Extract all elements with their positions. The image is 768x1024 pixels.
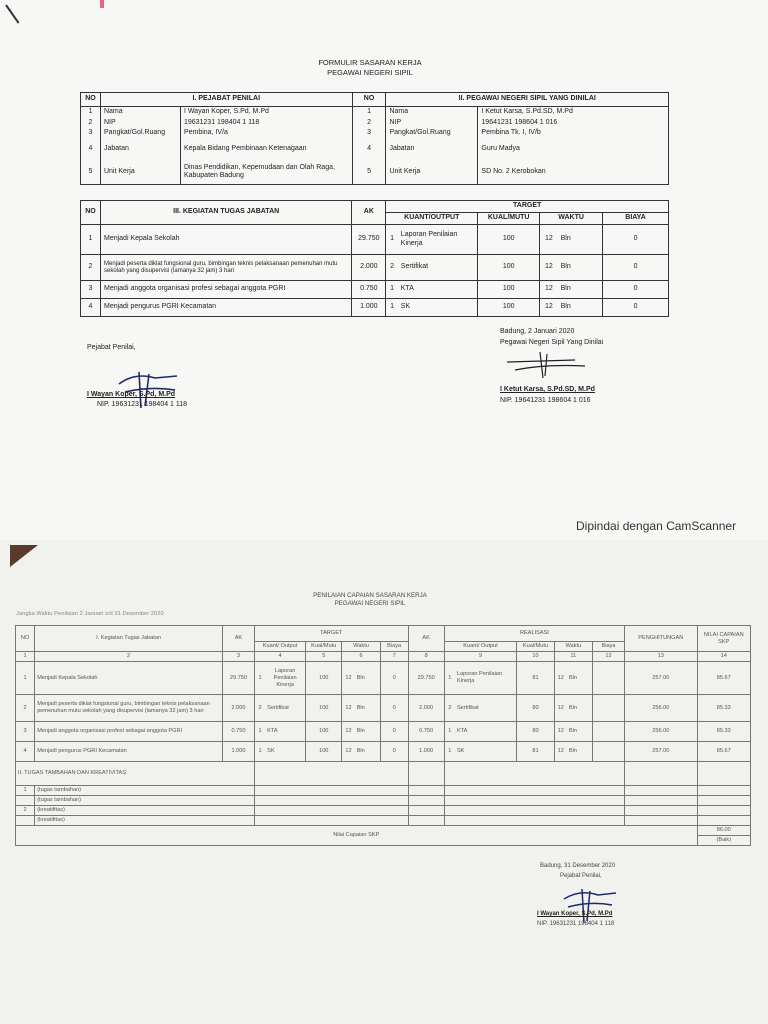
col-ak: AK [352,201,386,225]
cell [16,796,35,806]
cell: 12 [540,299,558,317]
cell: Bln [558,255,603,281]
cell: Nama [100,107,180,118]
camscanner-watermark: Dipindai dengan CamScanner [576,519,737,533]
cell: 19641231 198604 1 016 [478,118,669,129]
cell: 80 [517,695,554,722]
cell [408,796,444,806]
cell: Sertifikat [455,695,517,722]
cell: 29.750 [408,662,444,695]
cell [254,762,408,786]
cell [408,762,444,786]
signature-koper-2 [560,885,620,925]
cell: 12 [342,695,355,722]
col-no: NO [81,201,101,225]
col-kual: KUAL/MUTU [478,213,540,225]
cell [444,786,624,796]
cell [625,796,698,806]
cell: 1.000 [222,742,254,762]
form2-sig-label: Pejabat Penilai, [560,873,602,879]
cell: 2.000 [222,695,254,722]
cell: Sertifikat [265,695,306,722]
cell: 100 [306,722,342,742]
cell: 0 [603,299,669,317]
colnum: 9 [444,652,517,662]
cell: KTA [455,722,517,742]
cell: Laporan Penilaian Kinerja [265,662,306,695]
cell: 5 [81,161,101,185]
cell: Sertifikat [398,255,478,281]
cell: 1 [16,662,35,695]
cell [697,762,750,786]
cell: SK [265,742,306,762]
col-waktu: WAKTU [540,213,603,225]
cell [697,796,750,806]
col-no: NO [16,626,35,652]
cell: 2 [254,695,265,722]
cell: Menjadi anggota organisasi profesi sebagai anggota PGRI [100,281,351,299]
cell: 29.750 [352,225,386,255]
cell: 2 [386,255,398,281]
cell: 12 [554,742,567,762]
cell: SD No. 2 Kerobokan [478,161,669,185]
cell: 81 [517,742,554,762]
table-row [81,299,669,317]
table-row [81,255,669,281]
cell: 12 [342,722,355,742]
cell: 0 [603,225,669,255]
cell: Unit Kerja [100,161,180,185]
cell: Bln [355,742,381,762]
form1-right-sig-nip: NIP. 19641231 198604 1 016 [500,397,591,404]
cell: 29.750 [222,662,254,695]
cell [444,816,624,826]
cell: 12 [540,281,558,299]
colnum: 1 [16,652,35,662]
col-r-biaya: Biaya [593,642,625,652]
cell: 1.000 [352,299,386,317]
cell: Unit Kerja [386,161,478,185]
cell: 2 [16,695,35,722]
cell: 100 [478,299,540,317]
table-row [16,662,751,695]
cell: 3 [81,128,101,139]
cell: Bln [355,722,381,742]
cell: 0 [380,722,408,742]
table-row [81,225,669,255]
cell: 12 [554,662,567,695]
col-realisasi: REALISASI [444,626,624,642]
form1-title-line2: PEGAWAI NEGERI SIPIL [327,68,413,77]
cell [625,806,698,816]
col-target: TARGET [254,626,408,642]
col-no2: NO [352,93,386,107]
cell: 2.000 [408,695,444,722]
col-kegiatan: I. Kegiatan Tugas Jabatan [35,626,223,652]
form1-title [250,58,490,78]
nilai-desc: (Baik) [697,836,750,846]
cell: 85.33 [697,695,750,722]
cell: (tugas tambahan) [35,786,255,796]
cell: (tugas tambahan) [35,796,255,806]
col-r-kuant: Kuant/ Output [444,642,517,652]
form2-header [16,626,751,642]
cell: 0 [603,255,669,281]
nilai-label: Nilai Capaian SKP [16,826,698,846]
column-number-row [16,652,751,662]
cell: 81 [517,662,554,695]
cell: Bln [558,299,603,317]
cell: 85.33 [697,722,750,742]
form2-title-line2: PEGAWAI NEGERI SIPIL [334,600,406,607]
cell: SK [455,742,517,762]
form1-activity-table [80,200,669,317]
cell: 100 [478,281,540,299]
colnum: 5 [306,652,342,662]
cell [625,786,698,796]
form1-right-sig-label: Pegawai Negeri Sipil Yang Dinilai [500,339,604,346]
cell: 85.67 [697,662,750,695]
cell: Pembina, IV/a [180,128,352,139]
cell: Bln [355,662,381,695]
cell [254,816,408,826]
colnum: 3 [222,652,254,662]
cell: 2 [81,255,101,281]
cell: 1 [81,225,101,255]
cell [408,806,444,816]
cell: 19631231 198404 1 118 [180,118,352,129]
col-no: NO [81,93,101,107]
cell: 4 [352,139,386,161]
cell: 1 [444,722,455,742]
cell: 0.750 [352,281,386,299]
cell: 12 [342,662,355,695]
cell: 1 [386,281,398,299]
cell: Bln [558,225,603,255]
cell: 1 [386,299,398,317]
cell: 256.00 [625,695,698,722]
col-target: TARGET [386,201,669,213]
cell [254,786,408,796]
cell: SK [398,299,478,317]
colnum: 6 [342,652,380,662]
col-kegiatan: III. KEGIATAN TUGAS JABATAN [100,201,351,225]
cell: Bln [558,281,603,299]
col-ak2: AK [408,626,444,652]
form1-right-sig-name: I Ketut Karsa, S.Pd.SD, M.Pd [500,386,595,393]
cell [593,722,625,742]
cell: Menjadi Kepala Sekolah [100,225,351,255]
cell [625,816,698,826]
cell: Bln [567,662,593,695]
cell: 12 [540,255,558,281]
cell [16,816,35,826]
red-mark [100,0,104,8]
form2-title-line1: PENILAIAN CAPAIAN SASARAN KERJA [313,592,427,599]
cell: KTA [265,722,306,742]
section2-label: II. TUGAS TAMBAHAN DAN KREATIVITAS: [16,762,255,786]
cell: KTA [398,281,478,299]
cell: 0 [380,695,408,722]
cell: 256.00 [625,722,698,742]
table-row [16,742,751,762]
cell [408,786,444,796]
cell: 2.000 [352,255,386,281]
colnum: 8 [408,652,444,662]
cell: 3 [16,722,35,742]
cell: Jabatan [100,139,180,161]
cell: 4 [16,742,35,762]
extra-row [16,796,751,806]
cell [593,662,625,695]
cell: Menjadi anggota organisasi profesi sebagai anggota PGRI [35,722,223,742]
cell: 12 [342,742,355,762]
cell: 1.000 [408,742,444,762]
cell: 12 [540,225,558,255]
cell: 100 [478,255,540,281]
col-penghitungan: PENGHITUNGAN [625,626,698,652]
col-t-kual: Kual/Mutu [306,642,342,652]
table-row [81,281,669,299]
colnum: 2 [35,652,223,662]
identity-row [81,139,669,161]
form1-identity-header [81,93,669,107]
cell: (kreatifitas) [35,816,255,826]
identity-row [81,118,669,129]
page-corner [10,545,38,567]
cell: Bln [567,695,593,722]
form1-left-sig-nip: NIP. 19631231 198404 1 118 [97,401,188,408]
cell [254,796,408,806]
section2-row [16,762,751,786]
cell: 80 [517,722,554,742]
extra-row [16,786,751,796]
cell: 0 [603,281,669,299]
cell [697,786,750,796]
form1-left-sig-label: Pejabat Penilai, [87,344,136,351]
colnum: 11 [554,652,592,662]
cell [625,762,698,786]
signature-karsa [505,350,595,380]
cell: I Ketut Karsa, S.Pd.SD, M.Pd [478,107,669,118]
form2-period: Jangka Waktu Penilaian 2 Januari s/d 31 Desember 2020 [16,611,164,617]
cell: Dinas Pendidikan, Kepemudaan dan Olah Raga, Kabupaten Badung [180,161,352,185]
cell: 257.00 [625,662,698,695]
col-biaya: BIAYA [603,213,669,225]
cell: 3 [352,128,386,139]
cell: Menjadi pengurus PGRI Kecamatan [100,299,351,317]
col-t-kuant: Kuant/ Output [254,642,305,652]
cell: Laporan Penilaian Kinerja [398,225,478,255]
cell: I Wayan Koper, S.Pd, M.Pd [180,107,352,118]
cell: 0.750 [408,722,444,742]
col-r-waktu: Waktu [554,642,592,652]
cell: Bln [567,722,593,742]
cell: 2 [352,118,386,129]
cell [254,806,408,816]
table-row [16,722,751,742]
cell: 4 [81,139,101,161]
form1-right-place-date: Badung, 2 Januari 2020 [500,328,575,335]
cell [593,695,625,722]
col-pejabat: I. PEJABAT PENILAI [100,93,352,107]
col-t-waktu: Waktu [342,642,380,652]
cell [697,816,750,826]
cell: 100 [306,695,342,722]
cell: 85.67 [697,742,750,762]
cell: 1 [444,662,455,695]
cell: (kreatifitas) [35,806,255,816]
cell: 12 [554,695,567,722]
cell: 1 [16,786,35,796]
cell: 0.750 [222,722,254,742]
cell: 100 [306,662,342,695]
cell: Bln [567,742,593,762]
cell: 1 [254,662,265,695]
form2-title [250,592,490,608]
cell: 100 [478,225,540,255]
cell: 1 [352,107,386,118]
nilai-row [16,826,751,836]
cell: 1 [386,225,398,255]
form1-left-sig-name: I Wayan Koper, S.Pd, M.Pd [87,391,176,398]
cell [444,796,624,806]
form2-place-date: Badung, 31 Desember 2020 [540,863,616,869]
cell: Menjadi Kepala Sekolah [35,662,223,695]
table-row [16,695,751,722]
identity-row [81,128,669,139]
activity-header [81,201,669,213]
cell [408,816,444,826]
colnum: 4 [254,652,305,662]
extra-row [16,806,751,816]
col-ak: AK [222,626,254,652]
col-nilai: NILAI CAPAIAN SKP [697,626,750,652]
cell: 3 [81,281,101,299]
cell: 1 [254,742,265,762]
cell: Menjadi pengurus PGRI Kecamatan [35,742,223,762]
cell: NIP [386,118,478,129]
cell: Bln [355,695,381,722]
form1-title-line1: FORMULIR SASARAN KERJA [318,58,422,67]
cell: 5 [352,161,386,185]
cell: 257.00 [625,742,698,762]
cell [697,806,750,816]
colnum: 12 [593,652,625,662]
cell: Pangkat/Gol.Ruang [100,128,180,139]
cell: NIP [100,118,180,129]
cell: 100 [306,742,342,762]
cell: Menjadi peserta diklat fungsional guru, bimbingan teknis pelaksanaan pemenuhan mutu sekolah yang disupervisi (lamanya 32 jam) 3 hari [35,695,223,722]
cell: Laporan Penilaian Kinerja [455,662,517,695]
cell [444,806,624,816]
form2-table [15,625,751,846]
cell: 12 [554,722,567,742]
cell: 2 [16,806,35,816]
cell: Menjadi peserta diklat fungsional guru, bimbingan teknis pelaksanaan pemenuhan mutu sekolah yang disupervisi (lamanya 32 jam) 3 hari [100,255,351,281]
cell: 1 [81,107,101,118]
cell: Pangkat/Gol.Ruang [386,128,478,139]
cell: Pembina Tk. I, IV/b [478,128,669,139]
cell: 0 [380,662,408,695]
colnum: 13 [625,652,698,662]
cell: Nama [386,107,478,118]
colnum: 7 [380,652,408,662]
col-r-kual: Kual/Mutu [517,642,554,652]
cell: 1 [254,722,265,742]
cell: 4 [81,299,101,317]
cell: 0 [380,742,408,762]
col-t-biaya: Biaya [380,642,408,652]
form2-sig-name: I Wayan Koper, S.Pd, M.Pd [537,911,613,917]
col-pegawai: II. PEGAWAI NEGERI SIPIL YANG DINILAI [386,93,669,107]
cell: Guru Madya [478,139,669,161]
cell: Kepala Bidang Pembinaan Ketenagaan [180,139,352,161]
form2-sig-nip: NIP. 19631231 198404 1 118 [537,921,615,927]
cell: 2 [444,695,455,722]
identity-row [81,161,669,185]
identity-row [81,107,669,118]
cell: 1 [444,742,455,762]
colnum: 10 [517,652,554,662]
colnum: 14 [697,652,750,662]
cell [593,742,625,762]
cell: Jabatan [386,139,478,161]
form1-identity-table [80,92,669,185]
col-kuant: KUANT/OUTPUT [386,213,478,225]
nilai-value: 86.00 [697,826,750,836]
cell: 2 [81,118,101,129]
extra-row [16,816,751,826]
cell [444,762,624,786]
